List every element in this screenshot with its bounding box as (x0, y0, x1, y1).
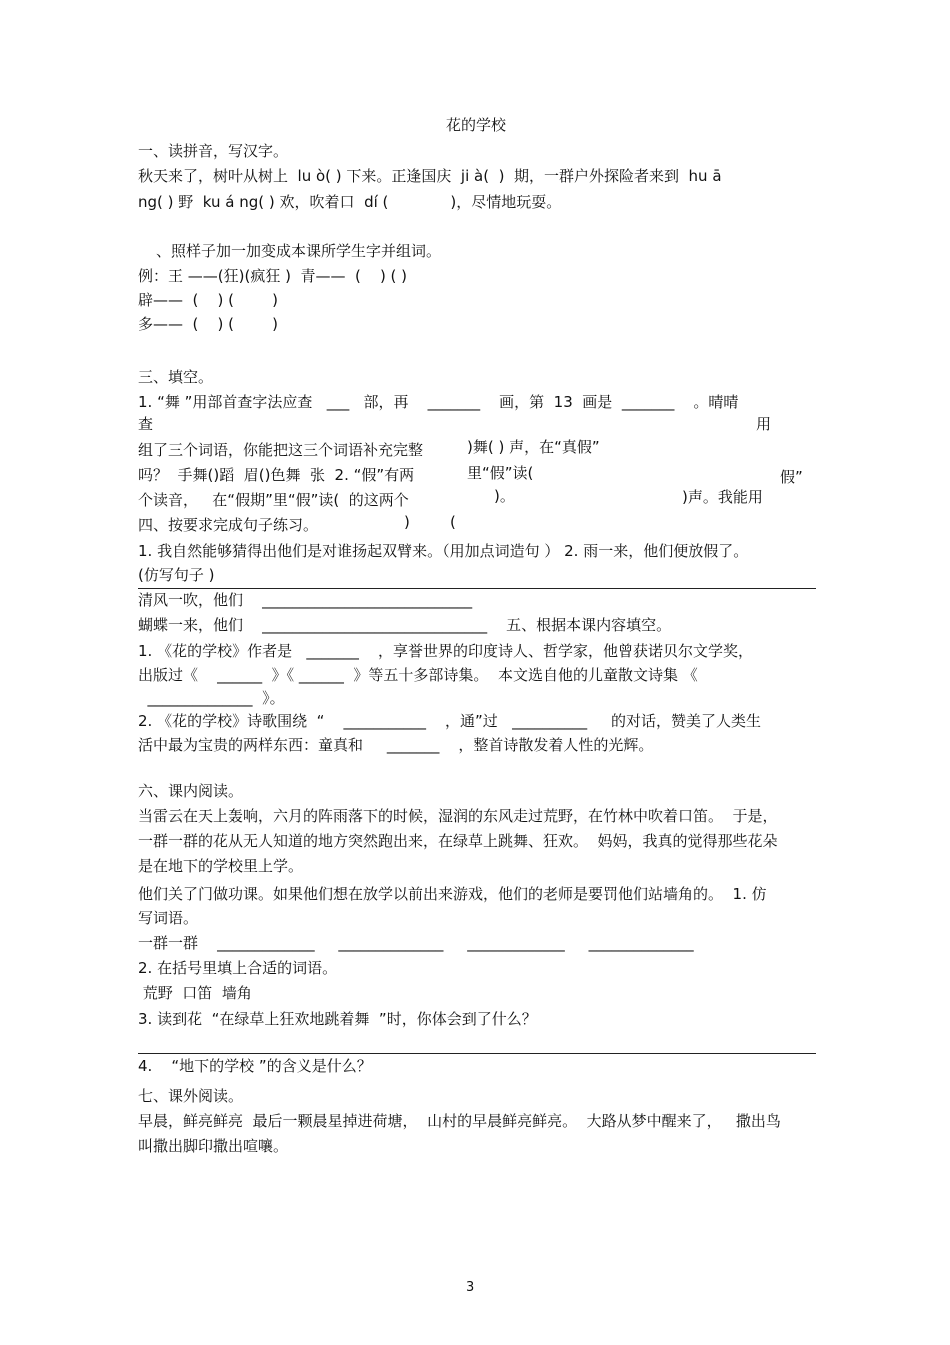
section4-paren-open: ( (450, 513, 456, 531)
section3-q1-sheng: )声。我能用 (682, 488, 763, 506)
section3-q1-yong: 用 (756, 415, 772, 433)
answer-rule-1 (138, 588, 816, 589)
section6-q3: 3. 读到花 “在绿草上狂欢地跳着舞 ”时，你体会到了什么？ (138, 1010, 537, 1028)
section4-line-b: 蝴蝶一来，他们 ______________________________ 五、根据本课内容填空。 (138, 616, 672, 634)
section1-heading: 一、读拼音，写汉字。 (138, 142, 289, 160)
section3-q1-jia: 假” (780, 468, 803, 486)
section2-heading: 、照样子加一加变成本课所学生字并组词。 (156, 242, 442, 260)
section1-line1: 秋天来了，树叶从树上 lu ò( ) 下来。正逢国庆 ji à( ) 期，一群户外探险者来到 hu ā (138, 167, 722, 185)
section4-q1b: (仿写句子 ) (138, 566, 215, 584)
section6-q2-words: 荒野 口笛 墙角 (138, 984, 252, 1002)
section3-q1-cha: 查 (138, 415, 154, 433)
section3-q1-ge: 个读音， 在“假期”里“假”读( 的这两个 (138, 491, 409, 509)
section3-q1-ma: 吗？ 手舞()蹈 眉()色舞 张 2. “假”有两 (138, 466, 415, 484)
section3-q1-zu: 组了三个词语，你能把这三个词语补充完整 (138, 441, 424, 459)
section6-q2: 2. 在括号里填上合适的词语。 (138, 959, 338, 977)
section7-p2: 叫撒出脚印撒出喧嚷。 (138, 1137, 289, 1155)
section5-q1-a: 1. 《花的学校》作者是 _______ ，享誉世界的印度诗人、哲学家，他曾获诺贝尔文学奖， (138, 642, 753, 660)
section6-heading: 六、课内阅读。 (138, 782, 244, 800)
section7-heading: 七、课外阅读。 (138, 1087, 244, 1105)
section5-q2-a: 2. 《花的学校》诗歌围绕 “ ___________ ，通”过 __________ 的对话，赞美了人类生 (138, 712, 761, 730)
section4-line-a: 清风一吹，他们 ____________________________ (138, 591, 473, 609)
section6-q1-line: 一群一群 _____________ ______________ _____________ ______________ (138, 934, 694, 952)
section5-q2-b: 活中最为宝贵的两样东西：童真和 _______ ，整首诗散发着人性的光辉。 (138, 736, 654, 754)
section4-paren-close: ) (404, 513, 410, 531)
section3-q1-line: 1. “舞 ”用部首查字法应查 ___ 部，再 _______ 画，第 13 画是 _______ 。晴晴 (138, 393, 739, 411)
answer-rule-2 (138, 1053, 816, 1054)
section6-p3: 是在地下的学校里上学。 (138, 857, 304, 875)
section5-q1-c: ______________ 》。 (138, 689, 285, 707)
section6-p2: 一群一群的花从无人知道的地方突然跑出来，在绿草上跳舞、狂欢。 妈妈，我真的觉得那些花朵 (138, 832, 778, 850)
section6-q4: 4. “地下的学校 ”的含义是什么？ (138, 1057, 372, 1075)
section6-p1: 当雷云在天上轰响，六月的阵雨落下的时候，湿润的东风走过荒野，在竹林中吹着口笛。 于是， (138, 807, 778, 825)
page-title: 花的学校 (446, 116, 507, 134)
section3-heading: 三、填空。 (138, 368, 214, 386)
section5-q1-b: 出版过《 ______ 》《 ______ 》等五十多部诗集。 本文选自他的儿童散文诗集 《 (138, 666, 698, 684)
section1-line2: ng( ) 野 ku á ng( ) 欢，吹着口 dí ( )，尽情地玩耍。 (138, 193, 562, 211)
section6-p5: 写词语。 (138, 909, 199, 927)
section2-row2: 多—— ( ) ( ) (138, 315, 278, 333)
section3-q1-close: )。 (494, 487, 515, 505)
section3-q1-li: 里“假”读( (467, 464, 534, 482)
section4-q1: 1. 我自然能够猜得出他们是对谁扬起双臂来。（用加点词造句 ） 2. 雨一来，他们便放假了。 (138, 542, 749, 560)
section3-q1-wu: )舞( ) 声，在“真假” (467, 438, 600, 456)
section4-heading: 四、按要求完成句子练习。 (138, 516, 319, 534)
section7-p1: 早晨，鲜亮鲜亮 最后一颗晨星掉进荷塘， 山村的早晨鲜亮鲜亮。 大路从梦中醒来了， 撒出鸟 (138, 1112, 781, 1130)
section2-example: 例：王 ——(狂)(疯狂 ) 青—— ( ) ( ) (138, 267, 408, 285)
section2-row1: 辟—— ( ) ( ) (138, 291, 278, 309)
page-number: 3 (466, 1280, 475, 1295)
section6-p4: 他们关了门做功课。如果他们想在放学以前出来游戏，他们的老师是要罚他们站墙角的。 1. 仿 (138, 885, 767, 903)
